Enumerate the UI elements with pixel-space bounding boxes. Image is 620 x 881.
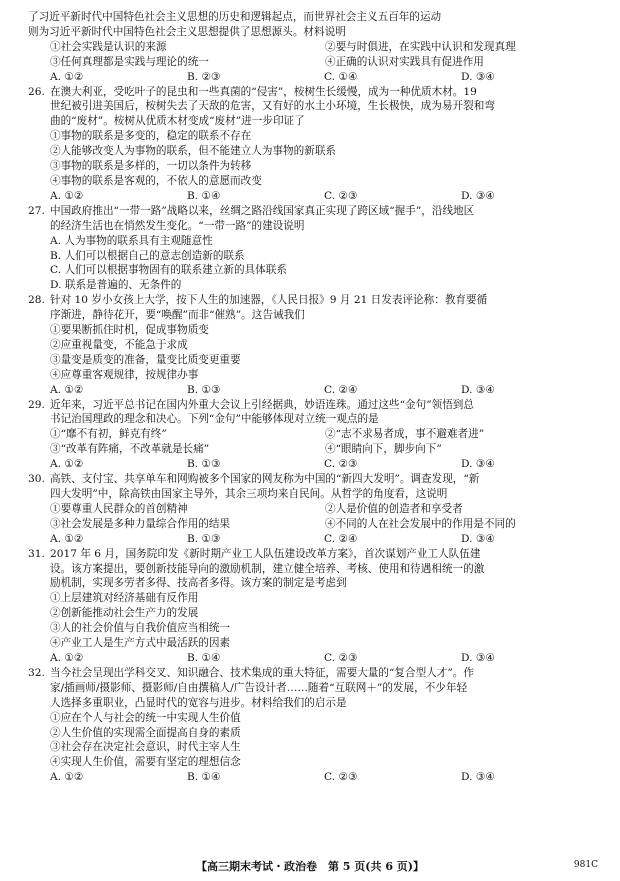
choice: A. ①② — [50, 532, 84, 545]
choice: D. ③④ — [461, 458, 495, 471]
choice: A. ①② — [50, 458, 84, 471]
option: ④实现人生价值，需要有坚定的理想信念 — [50, 756, 241, 769]
question-30 — [28, 472, 600, 547]
option: D. 联系是普遍的、无条件的 — [50, 279, 182, 292]
stem-line: 设。该方案提出，要创新技能导向的激励机制，建立健全培养、考核、使用和待遇相统一的激 — [50, 562, 485, 575]
option: ②人是价值的创造者和享受者 — [325, 502, 463, 515]
choice: A. ①② — [50, 189, 84, 202]
stem-line: 家/插画师/摄影师、摄影师/自由撰稿人/广告设计者……随着“互联网＋”的发展，不少年轻 — [50, 681, 468, 694]
choice: D. ③④ — [461, 651, 495, 664]
stem-line: 人选择多重职业，凸显时代的宽容与进步。材料给我们的启示是 — [50, 696, 347, 709]
option: ③事物的联系是多样的，一切以条件为转移 — [50, 160, 252, 173]
question-number: 30. — [28, 473, 45, 486]
choice: B. ②③ — [187, 70, 221, 83]
question-number: 32. — [28, 666, 45, 679]
question-number: 26. — [28, 85, 45, 98]
choice: A. ①② — [50, 771, 84, 784]
stem-line: 书记治国理政的理念和决心。下列“金句”中能够体现对立统一观点的是 — [50, 413, 379, 426]
option: ④不同的人在社会发展中的作用是不同的 — [325, 517, 516, 530]
question-32 — [28, 666, 600, 785]
choice: B. ①④ — [187, 651, 221, 664]
exam-page — [28, 10, 600, 785]
question-number: 27. — [28, 204, 45, 217]
stem-line: 四大发明”中，除高铁由国家主导外，其余三项均来自民间。从哲学的角度看，这说明 — [50, 488, 448, 500]
choice: B. ①④ — [187, 771, 221, 784]
option: ③社会存在决定社会意识，时代主宰人生 — [50, 741, 241, 754]
choice: C. ②③ — [324, 189, 358, 202]
stem-line: 励机制，实现多劳者多得、技高者多得。该方案的制定是考虑到 — [50, 577, 347, 590]
stem-line: 2017 年 6 月，国务院印发《新时期产业工人队伍建设改革方案》，首次谋划产业工人队伍建 — [50, 547, 481, 560]
stem-line: 世纪被引进美国后，桉树失去了天敌的危害，又有好的水土小环境，生长极快，成为易开裂和弯 — [50, 100, 495, 113]
choice: C. ②③ — [324, 771, 358, 784]
stem-line: 高铁、支付宝、共享单车和网购被多个国家的网友称为中国的“新四大发明”。调查发现，“新 — [50, 473, 480, 486]
option: ①上层建筑对经济基础有反作用 — [50, 592, 199, 605]
question-27 — [28, 204, 600, 293]
stem-line: 中国政府推出“一带一路”战略以来，丝绸之路沿线国家真正实现了跨区域“握手”，沿线地区 — [50, 204, 475, 217]
stem-line: 了习近平新时代中国特色社会主义思想的历史和逻辑起点，而世界社会主义五百年的运动 — [28, 11, 442, 23]
choice: B. ①③ — [187, 458, 221, 471]
option: C. 人们可以根据事物固有的联系建立新的具体联系 — [50, 264, 287, 277]
option: ④“眼睛向下，脚步向下” — [325, 443, 442, 456]
page-footer — [0, 858, 620, 874]
option: B. 人们可以根据自己的意志创造新的联系 — [50, 249, 245, 262]
option: ④产业工人是生产方式中最活跃的因素 — [50, 637, 231, 650]
question-29 — [28, 398, 600, 473]
question-25-continued — [28, 10, 600, 85]
option: ①应在个人与社会的统一中实现人生价值 — [50, 711, 241, 724]
stem-line: 近年来，习近平总书记在国内外重大会议上引经据典，妙语连珠。通过这些“金句”领悟到总 — [50, 398, 474, 411]
choice: D. ③④ — [461, 771, 495, 784]
choice: C. ②④ — [324, 383, 358, 396]
stem-line: 当今社会呈现出学科交叉、知识融合、技术集成的重大特征，需要大量的“复合型人才”。作 — [50, 666, 474, 679]
question-26 — [28, 85, 600, 204]
choice: D. ③④ — [461, 70, 495, 83]
question-31 — [28, 547, 600, 666]
option: ③任何真理都是实践与理论的统一 — [50, 55, 209, 68]
stem-line: 则为习近平新时代中国特色社会主义思想提供了思想源头。材料说明 — [28, 25, 346, 38]
option: ①要果断抓住时机，促成事物质变 — [50, 324, 209, 337]
footer-label: 【高三期末考试・政治卷 第 5 页(共 6 页)】 — [195, 860, 425, 873]
option: ④应尊重客观规律，按规律办事 — [50, 368, 199, 381]
stem-line: 的经济生活也在悄然发生变化。“一带一路”的建设说明 — [50, 219, 305, 232]
option: ②人能够改变人为事物的联系，但不能建立人为事物的新联系 — [50, 145, 337, 158]
choice: A. ①② — [50, 70, 84, 83]
question-28 — [28, 293, 600, 397]
question-number: 28. — [28, 294, 45, 307]
choice: D. ③④ — [461, 189, 495, 202]
choice: C. ①④ — [324, 70, 358, 83]
option: ①事物的联系是多变的，稳定的联系不存在 — [50, 130, 252, 143]
stem-line: 曲的“废材”。桉树从优质木材变成“废材”进一步印证了 — [50, 115, 305, 128]
stem-line: 针对 10 岁小女孩上大学，按下人生的加速器，《人民日报》9 月 21 日发表评论称：教育要循 — [50, 294, 488, 307]
option: ③人的社会价值与自我价值应当相统一 — [50, 622, 231, 635]
question-number: 31. — [28, 547, 45, 560]
choice: B. ①④ — [187, 189, 221, 202]
option: ①要尊重人民群众的首创精神 — [50, 502, 188, 515]
option: ③量变是质变的准备，量变比质变更重要 — [50, 353, 241, 366]
choice: B. ①③ — [187, 383, 221, 396]
option: ④事物的联系是客观的，不依人的意愿而改变 — [50, 174, 262, 187]
choice: D. ③④ — [461, 532, 495, 545]
option: ②人生价值的实现需全面提高自身的素质 — [50, 726, 241, 739]
option: ①“靡不有初，鲜克有终” — [50, 428, 167, 441]
option: ②应重视量变，不能急于求成 — [50, 338, 188, 351]
stem-line: 在澳大利亚，受吃叶子的昆虫和一些真菌的“侵害”，桉树生长缓慢，成为一种优质木材。19 — [50, 85, 477, 98]
option: ②要与时俱进，在实践中认识和发现真理 — [325, 40, 516, 53]
choice: B. ①③ — [187, 532, 221, 545]
choice: D. ③④ — [461, 383, 495, 396]
choice: C. ②③ — [324, 458, 358, 471]
choice: A. ①② — [50, 383, 84, 396]
choice: A. ①② — [50, 651, 84, 664]
exam-code: 981C — [573, 860, 598, 870]
option: ③“改革有阵痛，不改革就是长痛” — [50, 443, 210, 456]
choice: C. ②③ — [324, 651, 358, 664]
option: A. 人为事物的联系具有主观随意性 — [50, 234, 213, 247]
choice: C. ②④ — [324, 532, 358, 545]
option: ②“志不求易者成，事不避难者进” — [325, 428, 485, 441]
option: ④正确的认识对实践具有促进作用 — [325, 55, 484, 68]
question-number: 29. — [28, 398, 45, 411]
option: ③社会发展是多种力量综合作用的结果 — [50, 517, 231, 530]
option: ①社会实践是认识的来源 — [50, 40, 167, 53]
stem-line: 序渐进，静待花开，要“唤醒”而非“催熟”。这告诫我们 — [50, 309, 305, 322]
option: ②创新能推动社会生产力的发展 — [50, 607, 199, 620]
